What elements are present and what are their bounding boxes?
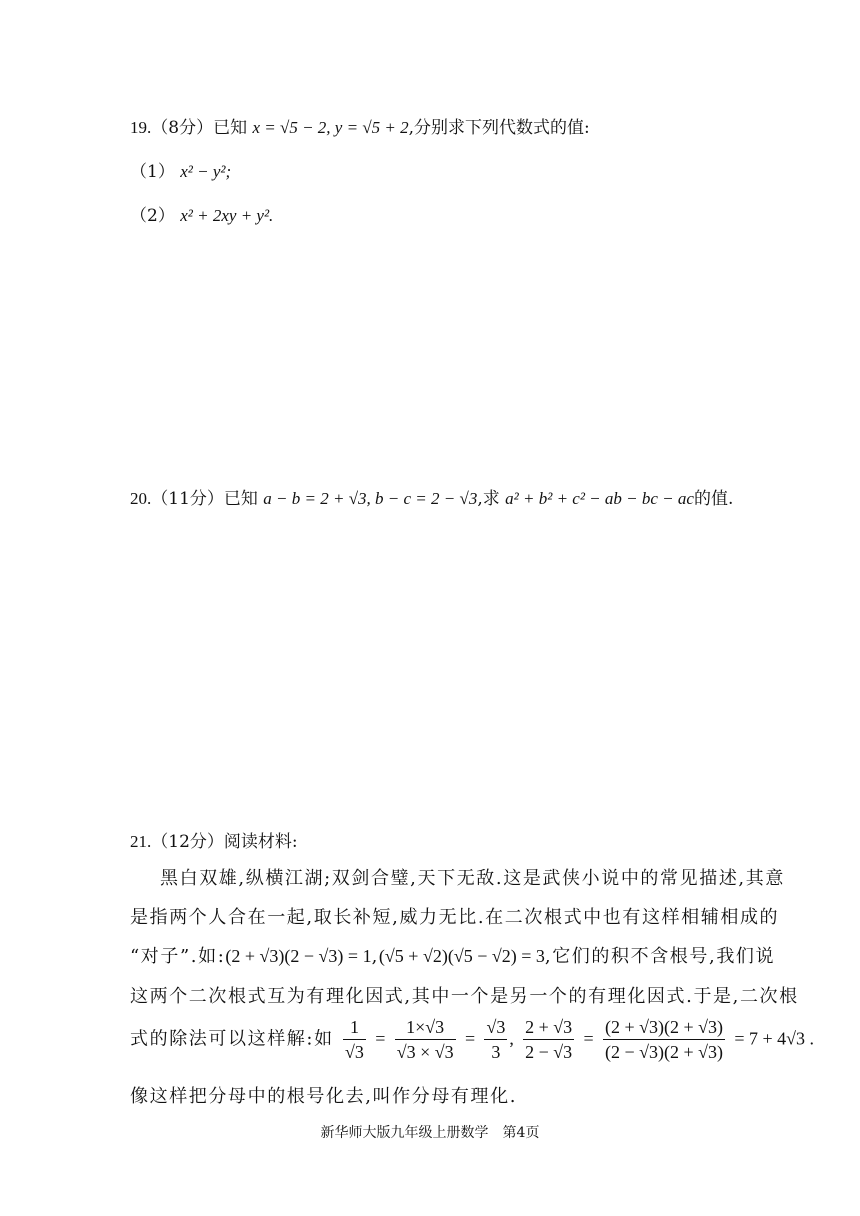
q20-expr: a² + b² + c² − ab − bc − ac [505,489,694,508]
q21-pair-example-2: (√5 + √2)(√5 − √2) = 3 [378,946,545,966]
q21-pair-conclusion: ,它们的积不含根号,我们说 [544,946,776,967]
q19-stem-post: ,分别求下列代数式的值: [408,118,590,138]
q20-stem-post: 的值. [693,489,734,509]
final-result: = 7 + 4√3 . [734,1028,815,1049]
q20-stem-mid: ,求 [477,489,500,509]
fraction-2 [395,1015,456,1064]
q20-given: a − b = 2 + √3, b − c = 2 − √3 [263,489,478,508]
q19-part2 [130,204,273,228]
q19-stem [130,116,590,140]
equals-sign-2: = [464,1028,476,1049]
q20-stem-pre: 已知 [223,489,258,509]
comma: , [509,1028,514,1049]
q21-paragraph-line-6: 像这样把分母中的根号化去,叫作分母有理化. [130,1086,518,1107]
equals-sign-3: = [583,1028,594,1049]
q20-points: （11分） [151,489,224,509]
q21-paragraph-line-1: 黑白双雄,纵横江湖;双剑合璧,天下无敌.这是武侠小说中的常见描述,其意 [160,868,785,889]
q20-number: 20. [130,489,152,508]
q19-part1 [130,160,231,184]
q19-number: 19. [130,118,152,137]
q21-pair-example-1: (2 + √3)(2 − √3) = 1 [225,946,372,966]
q19-part2-expr: x² + 2xy + y². [180,206,274,225]
fraction-4-denominator: 2 − √3 [525,1042,573,1062]
fraction-5-numerator: (2 + √3)(2 + √3) [603,1015,725,1040]
q21-pair-intro: “对子”.如: [130,946,226,967]
fraction-4 [523,1015,574,1064]
fraction-2-numerator: 1×√3 [395,1015,456,1040]
fraction-1-denominator: √3 [345,1042,364,1062]
q21-points: （12分） [151,832,224,852]
q21-paragraph-line-5 [130,1015,814,1064]
q19-stem-pre: 已知 [213,118,248,138]
q19-part1-label: （1） [130,162,175,182]
q21-division-intro: 式的除法可以这样解:如 [130,1028,334,1050]
q19-points: （8分） [151,118,214,138]
q21-number: 21. [130,832,152,851]
fraction-1-numerator: 1 [343,1015,366,1040]
fraction-3-denominator: 3 [491,1042,501,1062]
fraction-5 [603,1015,725,1064]
page-footer: 新华师大版九年级上册数学 第4页 [320,1125,540,1141]
fraction-3-numerator: √3 [484,1015,507,1040]
q21-title: 阅读材料: [223,832,298,852]
fraction-2-denominator: √3 × √3 [396,1042,454,1062]
q21-pair-separator: , [371,946,379,967]
q21-paragraph-line-3 [130,942,775,968]
q19-given: x = √5 − 2, y = √5 + 2 [252,118,409,137]
q21-paragraph-line-2: 是指两个人合在一起,取长补短,威力无比.在二次根式中也有这样相辅相成的 [130,907,780,928]
q19-part2-label: （2） [130,206,175,226]
q21-paragraph-line-4: 这两个二次根式互为有理化因式,其中一个是另一个的有理化因式.于是,二次根 [130,986,799,1007]
fraction-3 [484,1015,507,1064]
q21-heading [130,830,298,854]
q19-part1-expr: x² − y²; [180,162,232,181]
fraction-5-denominator: (2 − √3)(2 + √3) [605,1042,724,1062]
equals-sign-1: = [375,1028,386,1049]
fraction-1 [343,1015,366,1064]
fraction-4-numerator: 2 + √3 [523,1015,574,1040]
q20-stem [130,487,733,511]
